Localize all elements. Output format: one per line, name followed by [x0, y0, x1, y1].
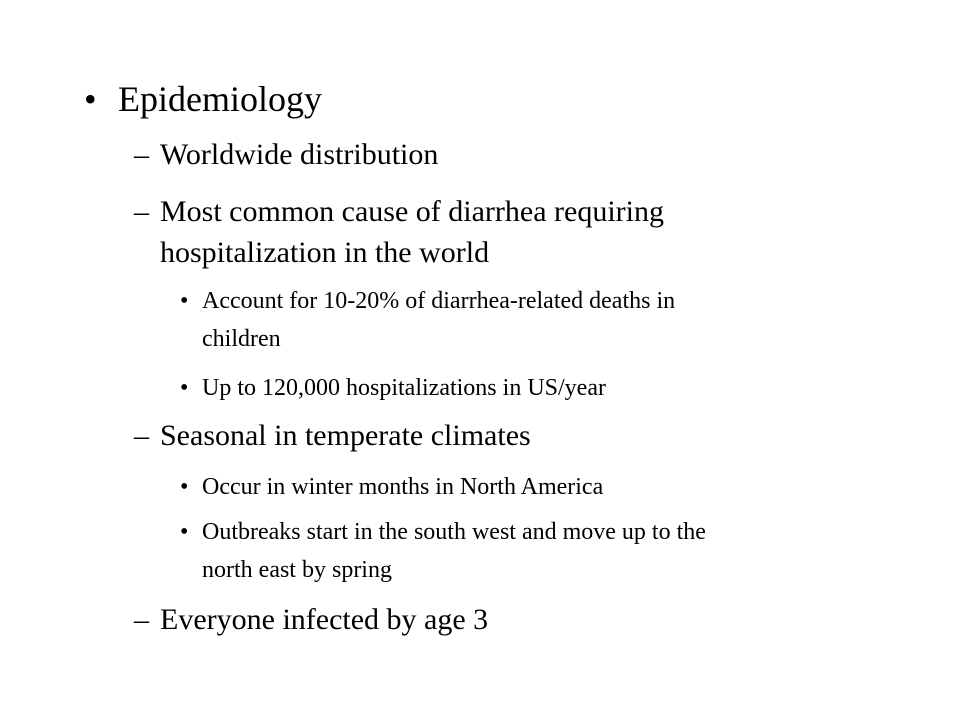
- bullet-deaths: •: [180, 288, 189, 314]
- item-seasonal: Seasonal in temperate climates: [160, 419, 531, 452]
- sub-outbreaks-line2: north east by spring: [202, 557, 392, 583]
- bullet-outbreaks: •: [180, 519, 189, 545]
- heading-epidemiology: Epidemiology: [118, 79, 322, 119]
- item-most-common-line2: hospitalization in the world: [160, 236, 490, 269]
- dash-everyone: –: [134, 603, 149, 636]
- sub-deaths-line2: children: [202, 326, 281, 352]
- item-everyone-infected: Everyone infected by age 3: [160, 603, 489, 636]
- dash-most-common: –: [134, 195, 149, 228]
- item-worldwide-distribution: Worldwide distribution: [160, 138, 439, 171]
- sub-hospitalizations: Up to 120,000 hospitalizations in US/year: [202, 375, 606, 401]
- bullet-winter: •: [180, 474, 189, 500]
- item-most-common-line1: Most common cause of diarrhea requiring: [160, 195, 665, 228]
- sub-winter: Occur in winter months in North America: [202, 474, 604, 500]
- dash-seasonal: –: [134, 419, 149, 452]
- bullet-hospitalizations: •: [180, 375, 189, 401]
- heading-bullet: •: [84, 79, 97, 119]
- dash-worldwide: –: [134, 138, 149, 171]
- sub-outbreaks-line1: Outbreaks start in the south west and move up to the: [202, 519, 706, 545]
- sub-deaths-line1: Account for 10-20% of diarrhea-related deaths in: [202, 288, 676, 314]
